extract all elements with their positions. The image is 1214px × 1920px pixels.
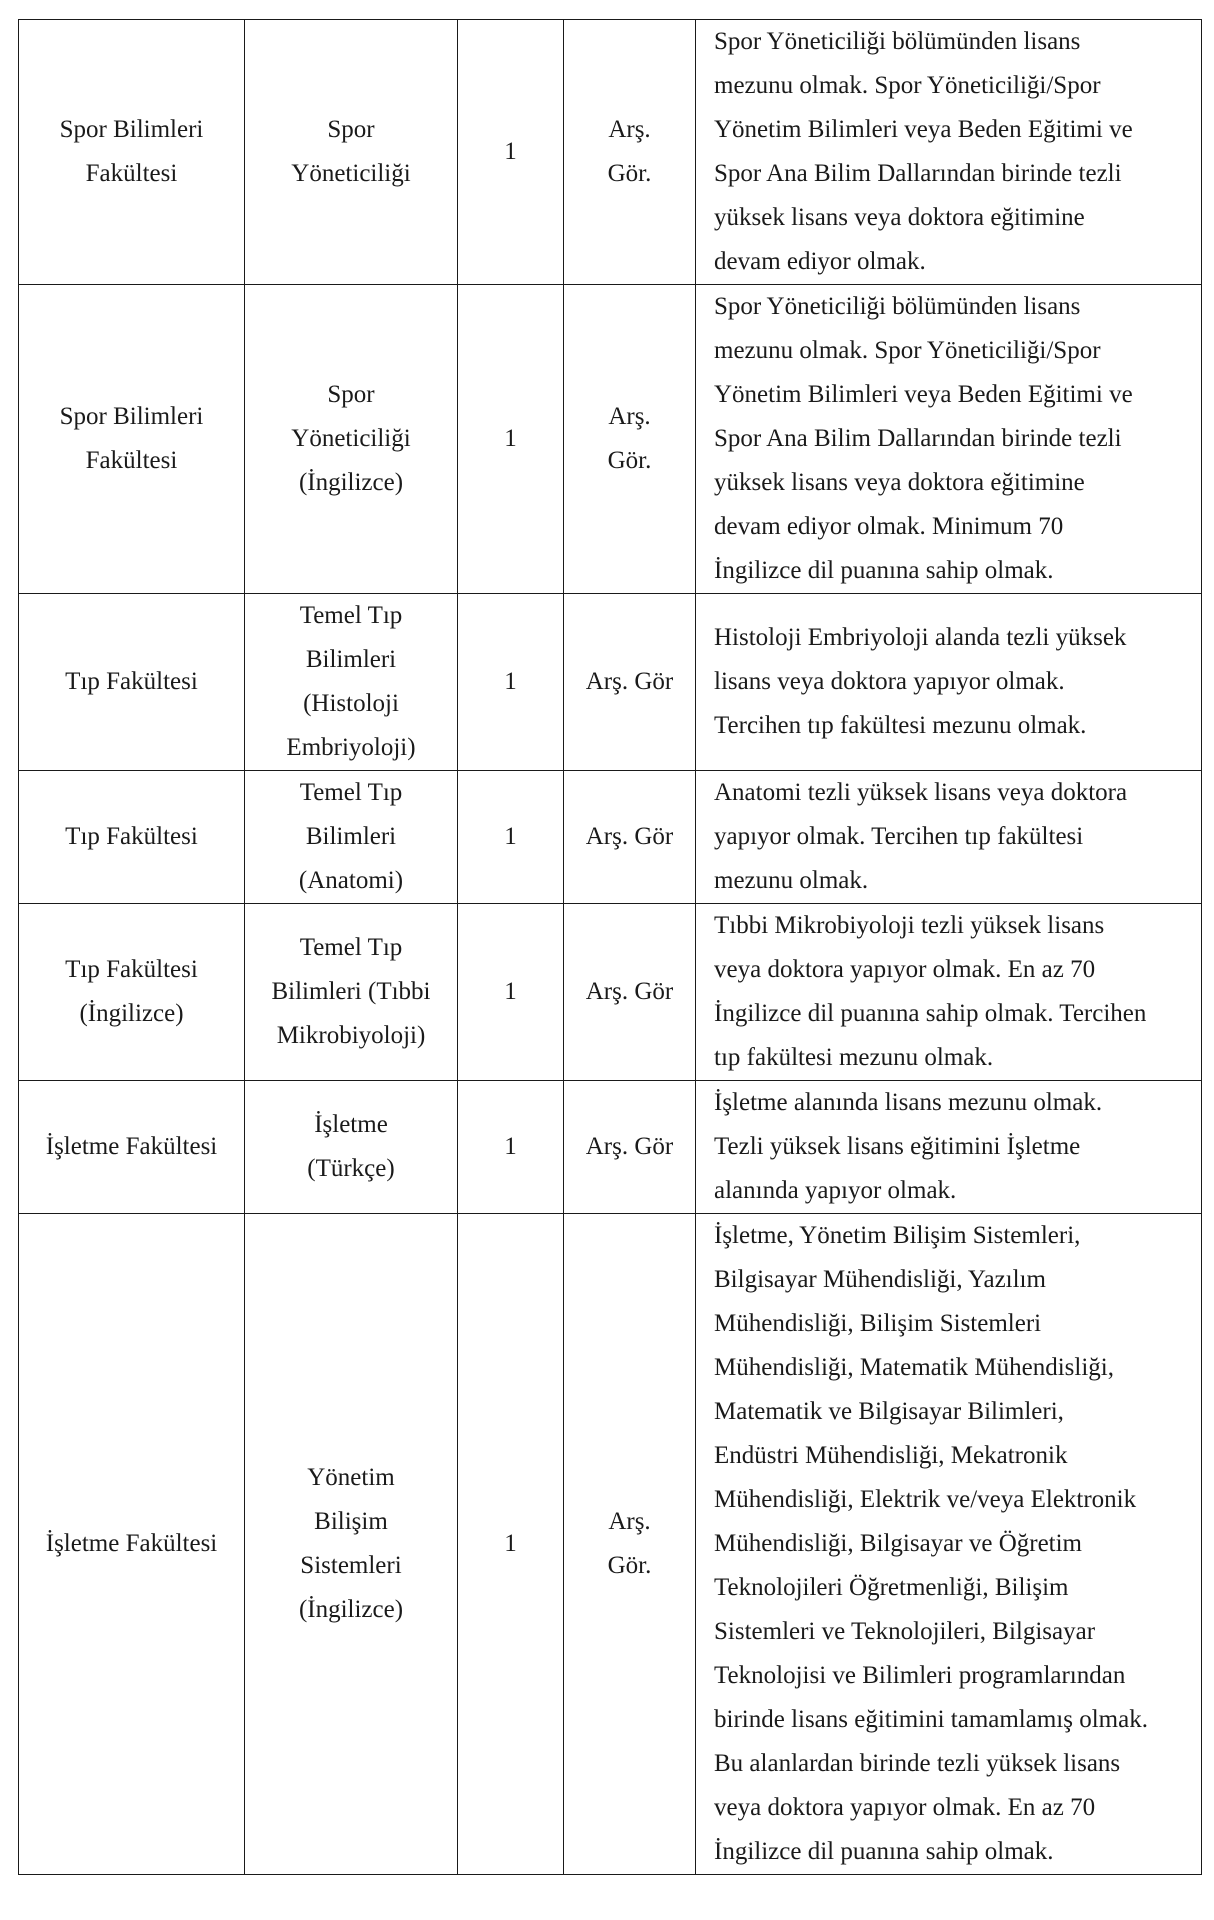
requirements-text: Yönetim Bilimleri veya Beden Eğitimi ve [714, 116, 1133, 143]
academic-title-cell [564, 771, 696, 904]
requirements-text: Spor Yöneticiliği bölümünden lisans [714, 28, 1081, 55]
requirements-text: Bilgisayar Mühendisliği, Yazılım [714, 1266, 1046, 1293]
department-text: Temel Tıp [299, 779, 403, 806]
department-cell [245, 594, 458, 771]
requirements-text: yapıyor olmak. Tercihen tıp fakültesi [714, 823, 1084, 850]
requirements-cell [696, 20, 1202, 285]
position-count-cell [458, 1214, 564, 1875]
requirements-text: mezunu olmak. Spor Yöneticiliği/Spor [714, 337, 1101, 364]
requirements-cell [696, 285, 1202, 594]
department-text: (Anatomi) [298, 867, 404, 894]
table-row [19, 285, 1202, 594]
academic-title-text: Arş. Gör [585, 823, 674, 850]
academic-title-text: Arş. [608, 116, 651, 143]
positions-table [18, 19, 1202, 1875]
requirements-text: Bu alanlardan birinde tezli yüksek lisans [714, 1750, 1121, 1777]
faculty-text: İşletme Fakültesi [45, 1530, 218, 1557]
requirements-text: veya doktora yapıyor olmak. En az 70 [714, 1794, 1096, 1821]
academic-title-cell [564, 20, 696, 285]
position-count-cell [458, 771, 564, 904]
position-count-text: 1 [504, 978, 517, 1005]
department-text: Temel Tıp [299, 934, 403, 961]
requirements-text: lisans veya doktora yapıyor olmak. [714, 668, 1065, 695]
position-count-cell [458, 1081, 564, 1214]
academic-title-text: Gör. [607, 160, 652, 187]
requirements-text: yüksek lisans veya doktora eğitimine [714, 204, 1085, 231]
academic-title-cell [564, 1081, 696, 1214]
department-text: (İngilizce) [298, 469, 404, 496]
requirements-text: devam ediyor olmak. [714, 248, 926, 275]
department-cell [245, 285, 458, 594]
department-cell [245, 20, 458, 285]
requirements-text: İngilizce dil puanına sahip olmak. Tercihen [714, 1000, 1147, 1027]
requirements-text: Matematik ve Bilgisayar Bilimleri, [714, 1398, 1064, 1425]
faculty-text: Tıp Fakültesi [65, 823, 198, 850]
faculty-text: Tıp Fakültesi [65, 956, 198, 983]
requirements-text: İşletme, Yönetim Bilişim Sistemleri, [714, 1222, 1081, 1249]
requirements-text: mezunu olmak. Spor Yöneticiliği/Spor [714, 72, 1101, 99]
requirements-text: Spor Ana Bilim Dallarından birinde tezli [714, 425, 1122, 452]
department-text: Yöneticiliği [291, 425, 411, 452]
table-row [19, 20, 1202, 285]
requirements-text: devam ediyor olmak. Minimum 70 [714, 513, 1064, 540]
table-body [19, 20, 1202, 1875]
academic-title-text: Arş. Gör [585, 1133, 674, 1160]
requirements-text: veya doktora yapıyor olmak. En az 70 [714, 956, 1096, 983]
academic-title-cell [564, 285, 696, 594]
requirements-text: İngilizce dil puanına sahip olmak. [714, 557, 1054, 584]
requirements-text: Spor Yöneticiliği bölümünden lisans [714, 293, 1081, 320]
position-count-cell [458, 904, 564, 1081]
academic-title-text: Arş. [608, 1508, 651, 1535]
requirements-cell [696, 1081, 1202, 1214]
department-text: Spor [327, 381, 375, 408]
requirements-text: Sistemleri ve Teknolojileri, Bilgisayar [714, 1618, 1096, 1645]
table-row [19, 771, 1202, 904]
academic-title-cell [564, 594, 696, 771]
position-count-text: 1 [504, 1530, 517, 1557]
department-text: Yönetim [307, 1464, 395, 1491]
department-text: Bilimleri (Tıbbi [271, 978, 431, 1005]
faculty-cell [19, 771, 245, 904]
position-count-cell [458, 20, 564, 285]
department-text: Bilişim [314, 1508, 388, 1535]
faculty-cell [19, 20, 245, 285]
position-count-text: 1 [504, 823, 517, 850]
department-cell [245, 904, 458, 1081]
department-text: İşletme [314, 1111, 388, 1138]
department-text: Temel Tıp [299, 602, 403, 629]
department-text: Embriyoloji) [286, 734, 416, 761]
position-count-text: 1 [504, 425, 517, 452]
table-row [19, 1081, 1202, 1214]
academic-title-text: Gör. [607, 1552, 652, 1579]
faculty-cell [19, 594, 245, 771]
requirements-text: Teknolojileri Öğretmenliği, Bilişim [714, 1574, 1069, 1601]
faculty-text: Spor Bilimleri [59, 116, 204, 143]
position-count-cell [458, 594, 564, 771]
department-cell [245, 1214, 458, 1875]
table-row [19, 594, 1202, 771]
requirements-text: İngilizce dil puanına sahip olmak. [714, 1838, 1054, 1865]
faculty-text: Spor Bilimleri [59, 403, 204, 430]
department-text: Bilimleri [305, 823, 397, 850]
requirements-text: Mühendisliği, Bilgisayar ve Öğretim [714, 1530, 1083, 1557]
requirements-text: Mühendisliği, Elektrik ve/veya Elektronik [714, 1486, 1137, 1513]
department-text: Yöneticiliği [291, 160, 411, 187]
faculty-text: Fakültesi [85, 160, 178, 187]
department-text: (Türkçe) [307, 1155, 395, 1182]
academic-title-text: Gör. [607, 447, 652, 474]
requirements-text: Tezli yüksek lisans eğitimini İşletme [714, 1133, 1081, 1160]
requirements-cell [696, 771, 1202, 904]
position-count-cell [458, 285, 564, 594]
requirements-text: Mühendisliği, Matematik Mühendisliği, [714, 1354, 1114, 1381]
position-count-text: 1 [504, 1133, 517, 1160]
department-cell [245, 771, 458, 904]
requirements-cell [696, 594, 1202, 771]
department-text: Spor [327, 116, 375, 143]
requirements-cell [696, 1214, 1202, 1875]
position-count-text: 1 [504, 138, 517, 165]
faculty-cell [19, 1214, 245, 1875]
faculty-text: Fakültesi [85, 447, 178, 474]
department-cell [245, 1081, 458, 1214]
requirements-text: İşletme alanında lisans mezunu olmak. [714, 1089, 1103, 1116]
department-text: Bilimleri [305, 646, 397, 673]
requirements-text: mezunu olmak. [714, 867, 869, 894]
department-text: (Histoloji [303, 690, 399, 717]
department-text: Mikrobiyoloji) [276, 1022, 426, 1049]
academic-title-text: Arş. [608, 403, 651, 430]
requirements-cell [696, 904, 1202, 1081]
requirements-text: Tercihen tıp fakültesi mezunu olmak. [714, 712, 1087, 739]
academic-title-cell [564, 1214, 696, 1875]
requirements-text: Mühendisliği, Bilişim Sistemleri [714, 1310, 1042, 1337]
requirements-text: yüksek lisans veya doktora eğitimine [714, 469, 1085, 496]
faculty-text: İşletme Fakültesi [45, 1133, 218, 1160]
faculty-cell [19, 1081, 245, 1214]
requirements-text: Endüstri Mühendisliği, Mekatronik [714, 1442, 1068, 1469]
table-row [19, 1214, 1202, 1875]
academic-title-text: Arş. Gör [585, 978, 674, 1005]
department-text: Sistemleri [300, 1552, 402, 1579]
requirements-text: Histoloji Embriyoloji alanda tezli yüksek [714, 624, 1127, 651]
requirements-text: Tıbbi Mikrobiyoloji tezli yüksek lisans [714, 912, 1105, 939]
faculty-text: (İngilizce) [79, 1000, 184, 1027]
department-text: (İngilizce) [298, 1596, 404, 1623]
requirements-text: Anatomi tezli yüksek lisans veya doktora [714, 779, 1128, 806]
faculty-text: Tıp Fakültesi [65, 668, 198, 695]
requirements-text: tıp fakültesi mezunu olmak. [714, 1044, 994, 1071]
faculty-cell [19, 904, 245, 1081]
requirements-text: Spor Ana Bilim Dallarından birinde tezli [714, 160, 1122, 187]
academic-title-text: Arş. Gör [585, 668, 674, 695]
faculty-cell [19, 285, 245, 594]
requirements-text: Teknolojisi ve Bilimleri programlarından [714, 1662, 1126, 1689]
table-row [19, 904, 1202, 1081]
requirements-text: birinde lisans eğitimini tamamlamış olmak. [714, 1706, 1148, 1733]
requirements-text: Yönetim Bilimleri veya Beden Eğitimi ve [714, 381, 1133, 408]
requirements-text: alanında yapıyor olmak. [714, 1177, 957, 1204]
position-count-text: 1 [504, 668, 517, 695]
academic-title-cell [564, 904, 696, 1081]
